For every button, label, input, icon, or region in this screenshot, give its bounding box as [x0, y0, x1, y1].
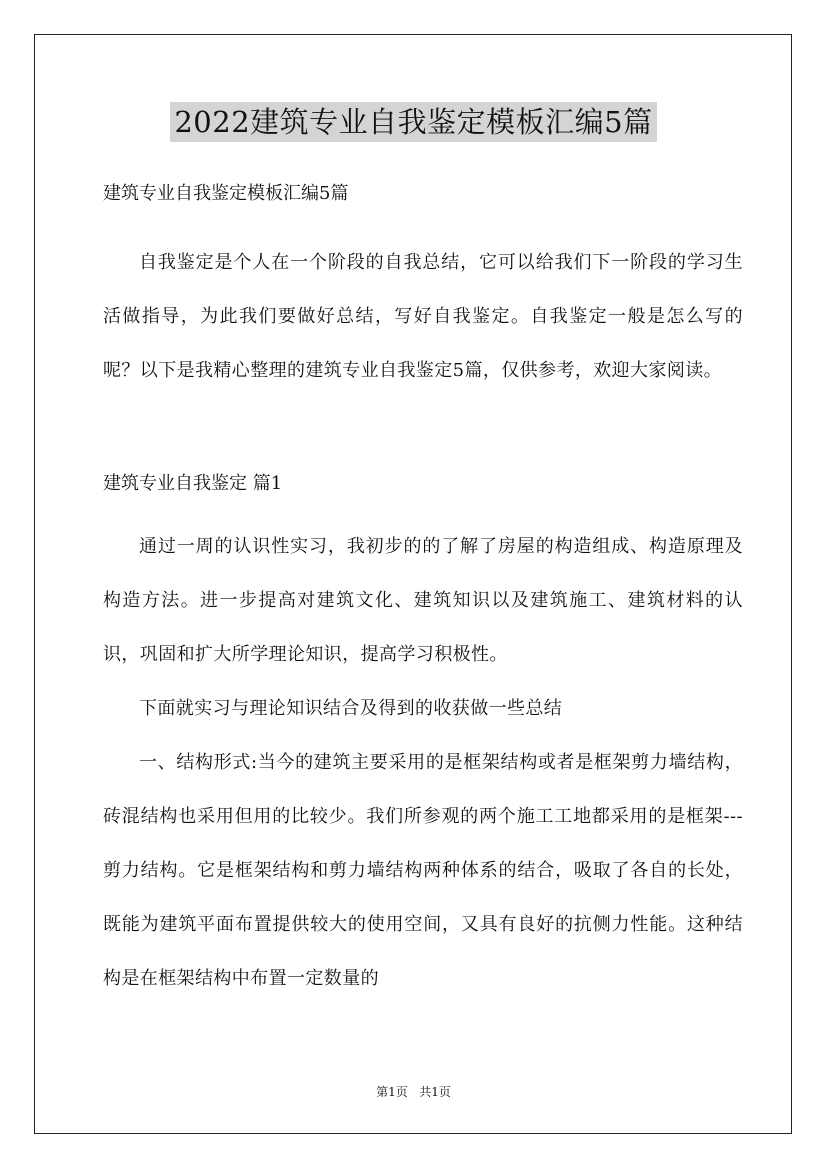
- page-number: 第1页 共1页: [376, 1085, 451, 1099]
- document-subtitle: 建筑专业自我鉴定模板汇编5篇: [103, 183, 349, 204]
- title-area: [0, 102, 827, 142]
- intro-paragraph: 自我鉴定是个人在一个阶段的自我总结，它可以给我们下一阶段的学习生活做指导，为此我们要做好总结，写好自我鉴定。自我鉴定一般是怎么写的呢？以下是我精心整理的建筑专业自我鉴定5篇，仅供参考，欢迎大家阅读。: [103, 252, 743, 381]
- document-body: [103, 174, 743, 1006]
- document-title: 2022建筑专业自我鉴定模板汇编5篇: [170, 102, 656, 142]
- body-paragraph: 下面就实习与理论知识结合及得到的收获做一些总结: [139, 698, 563, 719]
- body-paragraph: 一、结构形式:当今的建筑主要采用的是框架结构或者是框架剪力墙结构，砖混结构也采用但用的比较少。我们所参观的两个施工工地都采用的是框架---剪力结构。它是框架结构和剪力墙结构两种体系的结合，吸取了各自的长处，既能为建筑平面布置提供较大的使用空间，又具有良好的抗侧力性能。这种结构是在框架结构中布置一定数量的: [103, 752, 743, 989]
- section-heading: 建筑专业自我鉴定 篇1: [103, 473, 283, 494]
- body-paragraph: 通过一周的认识性实习，我初步的的了解了房屋的构造组成、构造原理及构造方法。进一步提高对建筑文化、建筑知识以及建筑施工、建筑材料的认识，巩固和扩大所学理论知识，提高学习积极性。: [103, 536, 743, 665]
